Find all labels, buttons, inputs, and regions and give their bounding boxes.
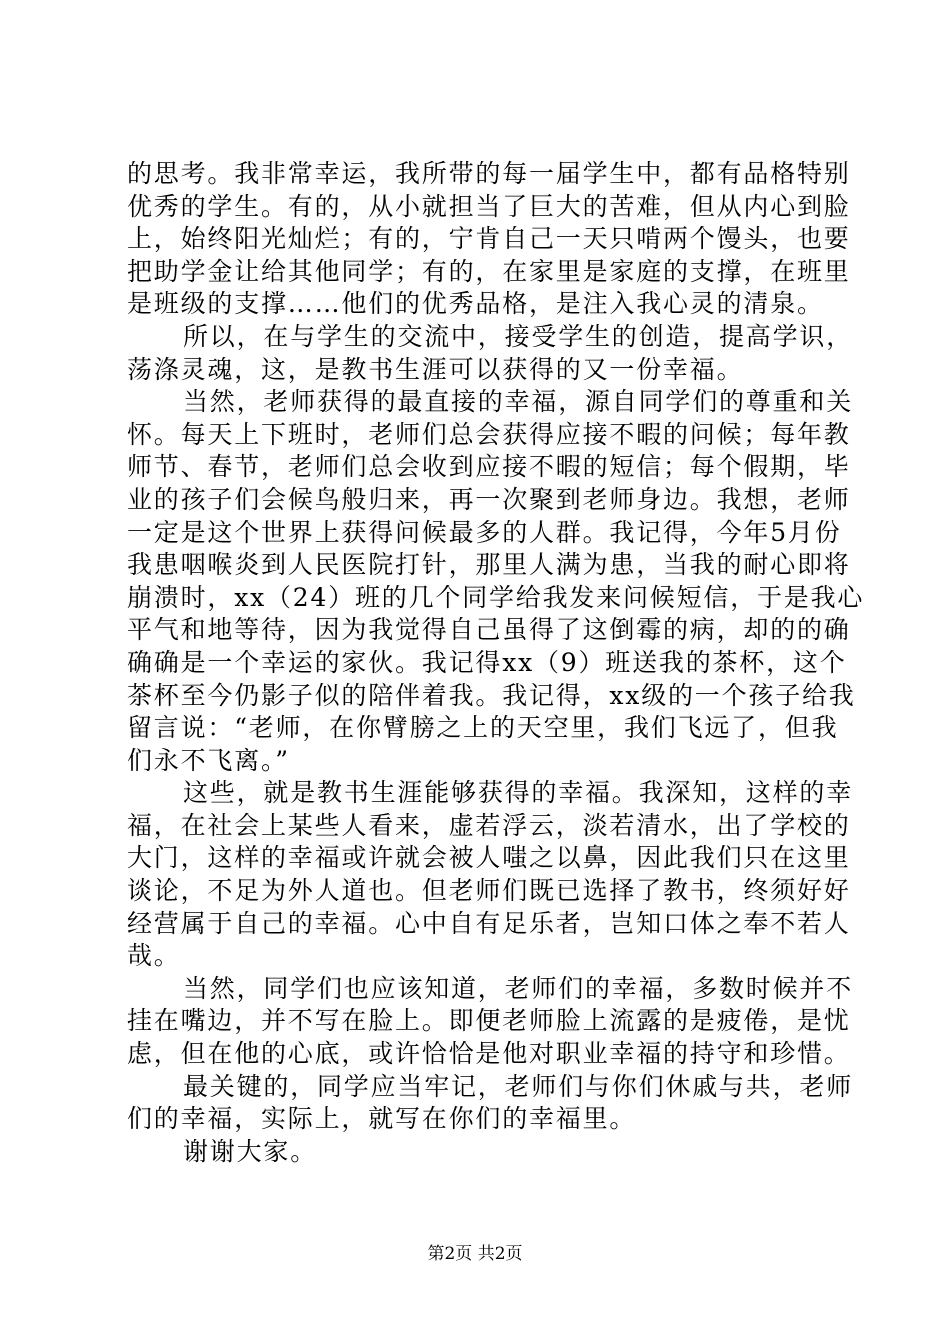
text-line: 留言说：“老师，在你臂膀之上的天空里，我们飞远了，但我 — [127, 713, 839, 743]
text-line: 经营属于自己的幸福。心中自有足乐者，岂知口体之奉不若人 — [127, 908, 851, 938]
text-line: 平气和地等待，因为我觉得自己虽得了这倒霉的病，却的的确 — [127, 615, 851, 645]
text-line: 谢谢大家。 — [183, 1136, 318, 1166]
text-line: 师节、春节，老师们总会收到应接不暇的短信；每个假期，毕 — [127, 452, 851, 482]
text-line: 挂在嘴边，并不写在脸上。即便老师脸上流露的是疲倦，是忧 — [127, 1006, 851, 1036]
text-line: 最关键的，同学应当牢记，老师们与你们休戚与共，老师 — [183, 1071, 854, 1101]
text-line: 一定是这个世界上获得问候最多的人群。我记得，今年5月份 — [127, 517, 842, 547]
text-line: 们的幸福，实际上，就写在你们的幸福里。 — [127, 1104, 637, 1134]
text-line: 荡涤灵魂，这，是教书生涯可以获得的又一份幸福。 — [127, 354, 744, 384]
text-line: 这些，就是教书生涯能够获得的幸福。我深知，这样的幸 — [183, 778, 854, 808]
text-line: 上，始终阳光灿烂；有的，宁肯自己一天只啃两个馒头，也要 — [127, 224, 851, 254]
text-line: 崩溃时，xx（24）班的几个同学给我发来问候短信，于是我心 — [127, 582, 865, 612]
text-line: 怀。每天上下班时，老师们总会获得应接不暇的问候；每年教 — [127, 419, 851, 449]
text-line: 的思考。我非常幸运，我所带的每一届学生中，都有品格特别 — [127, 159, 851, 188]
text-line: 福，在社会上某些人看来，虚若浮云，淡若清水，出了学校的 — [127, 810, 851, 840]
text-line: 把助学金让给其他同学；有的，在家里是家庭的支撑，在班里 — [127, 256, 851, 286]
text-line: 谈论，不足为外人道也。但老师们既已选择了教书，终须好好 — [127, 876, 851, 906]
text-line: 大门，这样的幸福或许就会被人嗤之以鼻，因此我们只在这里 — [127, 843, 851, 873]
text-line: 所以，在与学生的交流中，接受学生的创造，提高学识， — [183, 321, 854, 351]
text-line: 虑，但在他的心底，或许恰恰是他对职业幸福的持守和珍惜。 — [127, 1039, 851, 1069]
text-line: 是班级的支撑……他们的优秀品格，是注入我心灵的清泉。 — [127, 289, 824, 319]
page-footer: 第2页 共2页 — [427, 1244, 523, 1264]
text-line: 确确是一个幸运的家伙。我记得xx（9）班送我的茶杯，这个 — [127, 647, 847, 677]
text-line: 当然，同学们也应该知道，老师们的幸福，多数时候并不 — [183, 973, 854, 1003]
text-line: 们永不飞离。” — [127, 745, 290, 775]
text-line: 优秀的学生。有的，从小就担当了巨大的苦难，但从内心到脸 — [127, 191, 851, 221]
text-line: 业的孩子们会候鸟般归来，再一次聚到老师身边。我想，老师 — [127, 484, 851, 514]
text-line: 茶杯至今仍影子似的陪伴着我。我记得，xx级的一个孩子给我 — [127, 680, 856, 710]
text-line: 我患咽喉炎到人民医院打针，那里人满为患，当我的耐心即将 — [127, 550, 851, 580]
text-line: 当然，老师获得的最直接的幸福，源自同学们的尊重和关 — [183, 387, 854, 417]
document-body — [127, 158, 865, 1168]
text-line: 哉。 — [127, 941, 181, 971]
